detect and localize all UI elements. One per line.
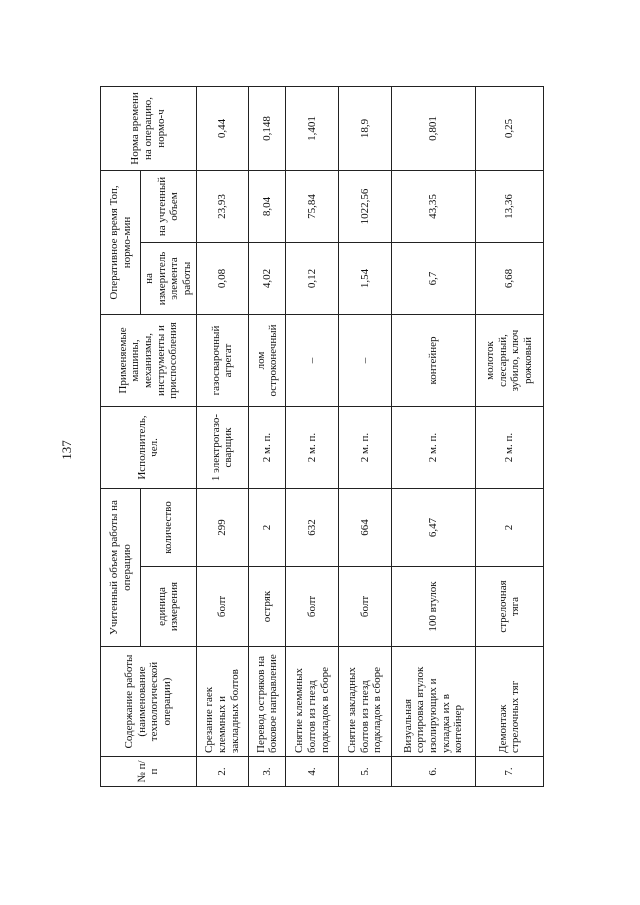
cell-qty: 632 bbox=[286, 489, 339, 567]
table-row bbox=[475, 87, 543, 787]
cell-executor: 2 м. п. bbox=[475, 407, 543, 489]
cell-num: 5. bbox=[339, 757, 392, 787]
rotated-table-container bbox=[100, 87, 544, 787]
operations-table bbox=[100, 86, 544, 787]
cell-tools: молоток слесарный, зубило, ключ рожковый bbox=[475, 315, 543, 407]
cell-unit: 100 втулок bbox=[391, 567, 475, 647]
table-row bbox=[339, 87, 392, 787]
cell-num: 6. bbox=[391, 757, 475, 787]
table-row bbox=[391, 87, 475, 787]
cell-per-volume: 13,36 bbox=[475, 171, 543, 243]
header-executor: Исполнитель, чел. bbox=[101, 407, 197, 489]
header-unit: единица измерения bbox=[141, 567, 197, 647]
cell-per-volume: 23,93 bbox=[196, 171, 249, 243]
cell-per-meter: 6,7 bbox=[391, 243, 475, 315]
cell-tools: контейнер bbox=[391, 315, 475, 407]
cell-tools: – bbox=[339, 315, 392, 407]
cell-per-meter: 4,02 bbox=[249, 243, 286, 315]
cell-tools: газосварочный агрегат bbox=[196, 315, 249, 407]
header-volume-group: Учитенный объем работы на операцию bbox=[101, 489, 141, 647]
cell-executor: 2 м. п. bbox=[249, 407, 286, 489]
header-tools: Применяемые машины, механизмы, инструменты и приспособления bbox=[101, 315, 197, 407]
cell-per-meter: 0,08 bbox=[196, 243, 249, 315]
cell-per-meter: 1,54 bbox=[339, 243, 392, 315]
cell-qty: 2 bbox=[249, 489, 286, 567]
cell-qty: 2 bbox=[475, 489, 543, 567]
cell-per-volume: 8,04 bbox=[249, 171, 286, 243]
cell-unit: остряк bbox=[249, 567, 286, 647]
cell-norm: 18,9 bbox=[339, 87, 392, 171]
cell-content: Срезание гаек клеммных и закладных болтов bbox=[196, 647, 249, 757]
header-per-volume: на учтенный объем bbox=[141, 171, 197, 243]
cell-executor: 1 электрогазо-сварщик bbox=[196, 407, 249, 489]
cell-content: Визуальная сортировка втулок изолирующих и укладка их в контейнер bbox=[391, 647, 475, 757]
cell-content: Снятие клеммных болтов из гнезд подкладок в сборе bbox=[286, 647, 339, 757]
cell-per-volume: 75,84 bbox=[286, 171, 339, 243]
header-row-1 bbox=[101, 87, 141, 787]
cell-tools: – bbox=[286, 315, 339, 407]
cell-qty: 664 bbox=[339, 489, 392, 567]
cell-norm: 0,25 bbox=[475, 87, 543, 171]
cell-unit: болт bbox=[196, 567, 249, 647]
cell-executor: 2 м. п. bbox=[286, 407, 339, 489]
header-per-meter: на измеритель элемента работы bbox=[141, 243, 197, 315]
cell-unit: стрелочная тяга bbox=[475, 567, 543, 647]
cell-num: 4. bbox=[286, 757, 339, 787]
cell-unit: болт bbox=[339, 567, 392, 647]
cell-per-volume: 1022,56 bbox=[339, 171, 392, 243]
cell-qty: 6,47 bbox=[391, 489, 475, 567]
cell-per-meter: 6,68 bbox=[475, 243, 543, 315]
cell-unit: болт bbox=[286, 567, 339, 647]
cell-executor: 2 м. п. bbox=[339, 407, 392, 489]
cell-per-volume: 43,35 bbox=[391, 171, 475, 243]
cell-tools: лом остроконечный bbox=[249, 315, 286, 407]
cell-norm: 0,44 bbox=[196, 87, 249, 171]
table-row bbox=[196, 87, 249, 787]
header-qty: количество bbox=[141, 489, 197, 567]
cell-num: 3. bbox=[249, 757, 286, 787]
cell-content: Перевод остряков на боковое направление bbox=[249, 647, 286, 757]
cell-norm: 1,401 bbox=[286, 87, 339, 171]
page-number: 137 bbox=[59, 440, 74, 460]
cell-num: 7. bbox=[475, 757, 543, 787]
cell-qty: 299 bbox=[196, 489, 249, 567]
header-optime-group: Оперативное время Топ, нормо-мин bbox=[101, 171, 141, 315]
cell-per-meter: 0,12 bbox=[286, 243, 339, 315]
header-norm: Норма времени на операцию, нормо-ч bbox=[101, 87, 197, 171]
header-content: Содержание работы (наименование технологической операции) bbox=[101, 647, 197, 757]
cell-norm: 0,148 bbox=[249, 87, 286, 171]
table-row bbox=[249, 87, 286, 787]
cell-content: Снятие закладных болтов из гнезд подкладок в сборе bbox=[339, 647, 392, 757]
cell-num: 2. bbox=[196, 757, 249, 787]
cell-content: Демонтаж стрелочных тяг bbox=[475, 647, 543, 757]
cell-norm: 0,801 bbox=[391, 87, 475, 171]
cell-executor: 2 м. п. bbox=[391, 407, 475, 489]
header-num: № п/п bbox=[101, 757, 197, 787]
table-row bbox=[286, 87, 339, 787]
